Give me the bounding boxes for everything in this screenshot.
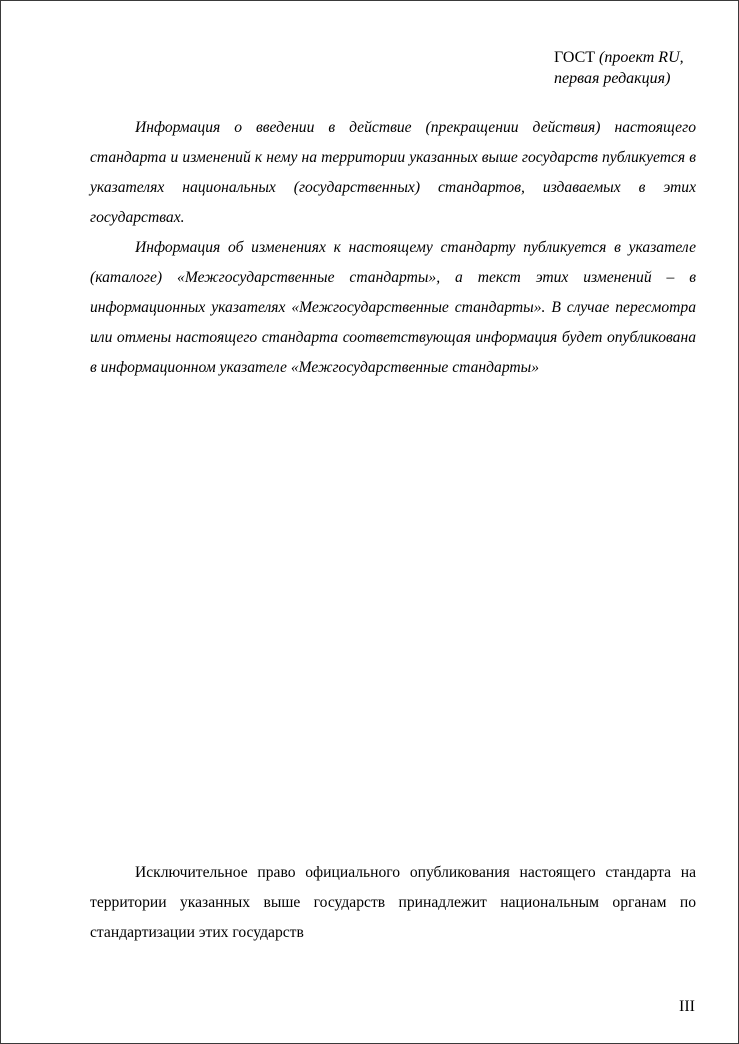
header-line-1 bbox=[554, 47, 684, 68]
draft-status: (проект RU, bbox=[599, 49, 684, 66]
edition-status: первая редакция) bbox=[554, 70, 671, 87]
info-paragraph-amendments: Информация об изменениях к настоящему стандарту публикуется в указателе (каталоге) «Межгосударственные стандарты», а текст этих изменений – в информационных указателях «Межгосударственные стандарты». В случае пересмотра или отмены настоящего стандарта соответствующая информация будет опубликована в информационном указателе «Межгосударственные стандарты» bbox=[90, 239, 696, 376]
rights-paragraph: Исключительное право официального опубликования настоящего стандарта на территории указанных выше государств принадлежит национальным органам по стандартизации этих государств bbox=[90, 864, 696, 941]
document-header bbox=[554, 47, 684, 89]
page-number: III bbox=[679, 998, 695, 1015]
publication-info bbox=[90, 113, 696, 383]
standard-code: ГОСТ bbox=[554, 49, 596, 66]
info-paragraph-introduction: Информация о введении в действие (прекращении действия) настоящего стандарта и изменений к нему на территории указанных выше государств публикуется в указателях национальных (государственных) стандартов, издаваемых в этих государствах. bbox=[90, 119, 696, 226]
copyright-notice bbox=[90, 858, 696, 948]
